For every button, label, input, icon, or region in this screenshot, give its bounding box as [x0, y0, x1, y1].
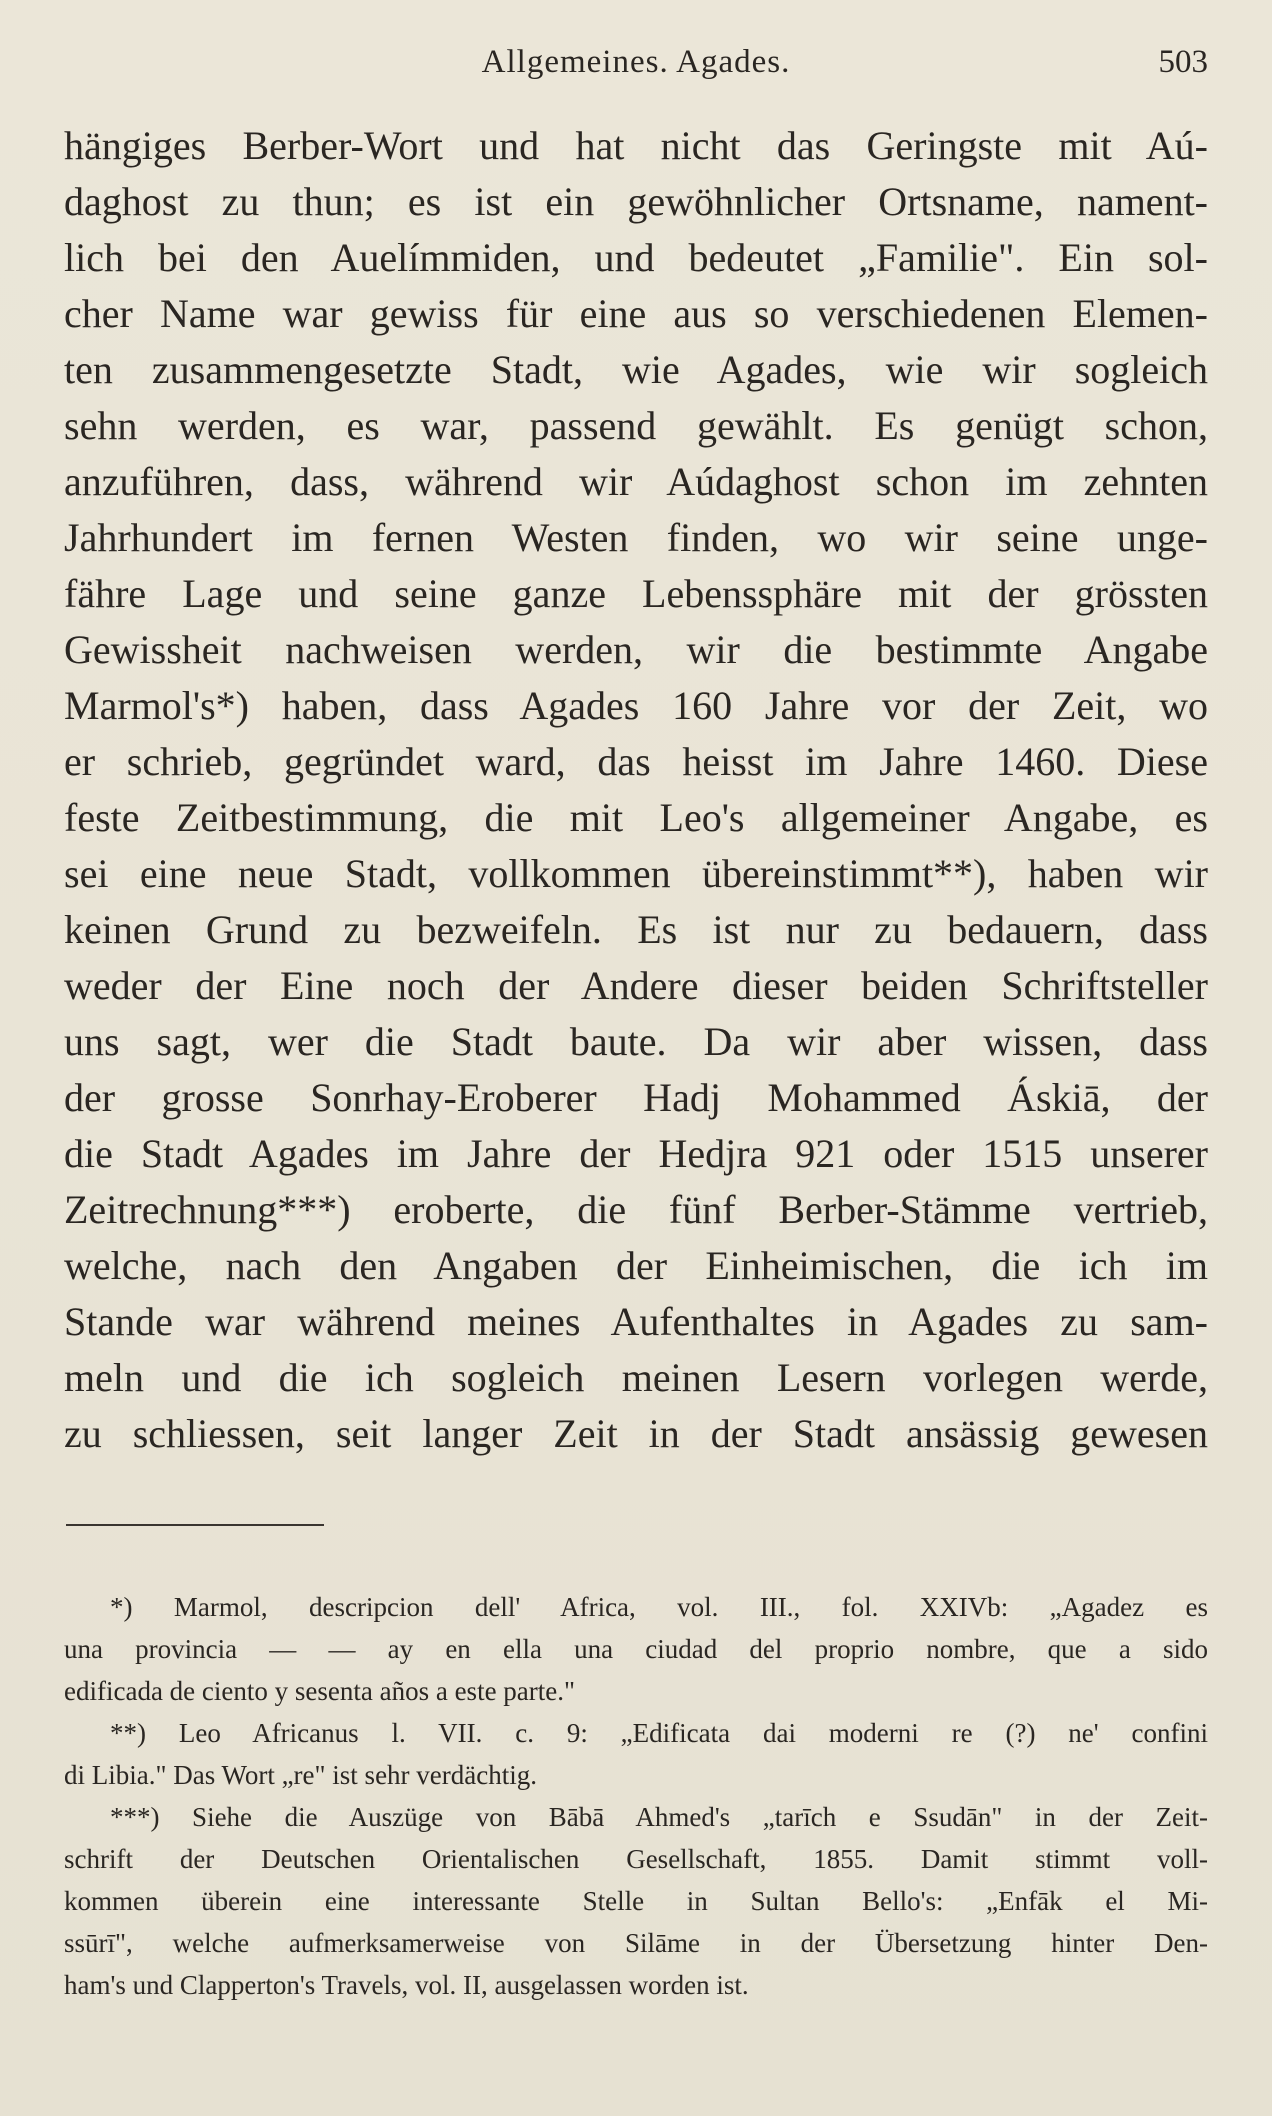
text-line: keinen Grund zu bezweifeln. Es ist nur zu bedauern, dass [64, 907, 1208, 952]
text-line: die Stadt Agades im Jahre der Hedjra 921 oder 1515 unserer [64, 1131, 1208, 1176]
text-line: sehn werden, es war, passend gewählt. Es genügt schon, [64, 403, 1208, 448]
text-line: welche, nach den Angaben der Einheimischen, die ich im [64, 1243, 1208, 1288]
text-line: weder der Eine noch der Andere dieser beiden Schriftsteller [64, 963, 1208, 1008]
text-line: meln und die ich sogleich meinen Lesern vorlegen werde, [64, 1355, 1208, 1400]
text-line: cher Name war gewiss für eine aus so verschiedenen Elemen- [64, 291, 1208, 336]
text-line: Gewissheit nachweisen werden, wir die bestimmte Angabe [64, 627, 1208, 672]
text-line: anzuführen, dass, während wir Aúdaghost schon im zehnten [64, 459, 1208, 504]
footnote-rule [66, 1524, 324, 1526]
footnotes [64, 1586, 1208, 2006]
text-line: sei eine neue Stadt, vollkommen übereinstimmt**), haben wir [64, 851, 1208, 896]
text-line: Stande war während meines Aufenthaltes in Agades zu sam- [64, 1299, 1208, 1344]
text-line: ten zusammengesetzte Stadt, wie Agades, wie wir sogleich [64, 347, 1208, 392]
footnote-line: ssūrī", welche aufmerksamerweise von Silāme in der Übersetzung hinter Den- [64, 1928, 1208, 1958]
footnote-line: kommen überein eine interessante Stelle in Sultan Bello's: „Enfāk el Mi- [64, 1886, 1208, 1916]
text-line: uns sagt, wer die Stadt baute. Da wir aber wissen, dass [64, 1019, 1208, 1064]
text-line: Zeitrechnung***) eroberte, die fünf Berber-Stämme vertrieb, [64, 1187, 1208, 1232]
footnote-line: di Libia." Das Wort „re" ist sehr verdächtig. [64, 1760, 537, 1790]
footnote-line: edificada de ciento y sesenta años a este parte." [64, 1676, 576, 1706]
text-line: er schrieb, gegründet ward, das heisst im Jahre 1460. Diese [64, 739, 1208, 784]
footnote-line: *) Marmol, descripcion dell' Africa, vol. III., fol. XXIVb: „Agadez es [110, 1592, 1208, 1622]
text-line: fähre Lage und seine ganze Lebenssphäre mit der grössten [64, 571, 1208, 616]
footnote-line: schrift der Deutschen Orientalischen Gesellschaft, 1855. Damit stimmt voll- [64, 1844, 1208, 1874]
footnote-line: ***) Siehe die Auszüge von Bābā Ahmed's „tarīch e Ssudān" in der Zeit- [110, 1802, 1208, 1832]
text-line: Marmol's*) haben, dass Agades 160 Jahre vor der Zeit, wo [64, 683, 1208, 728]
page-number: 503 [1158, 44, 1208, 80]
footnote-line: ham's und Clapperton's Travels, vol. II, ausgelassen worden ist. [64, 1970, 749, 2000]
running-head [0, 40, 1272, 90]
text-line: daghost zu thun; es ist ein gewöhnlicher Ortsname, nament- [64, 179, 1208, 224]
footnote-line: una provincia — — ay en ella una ciudad del proprio nombre, que a sido [64, 1634, 1208, 1664]
running-title: Allgemeines. Agades. [481, 44, 791, 80]
text-line: der grosse Sonrhay-Eroberer Hadj Mohammed Áskiā, der [64, 1075, 1208, 1120]
text-line: hängiges Berber-Wort und hat nicht das Geringste mit Aú- [64, 123, 1208, 168]
text-line: zu schliessen, seit langer Zeit in der Stadt ansässig gewesen [64, 1411, 1208, 1456]
text-line: lich bei den Auelímmiden, und bedeutet „Familie". Ein sol- [64, 235, 1208, 280]
text-line: Jahrhundert im fernen Westen finden, wo wir seine unge- [64, 515, 1208, 560]
text-line: feste Zeitbestimmung, die mit Leo's allgemeiner Angabe, es [64, 795, 1208, 840]
body-text [64, 118, 1208, 1462]
footnote-line: **) Leo Africanus l. VII. c. 9: „Edificata dai moderni re (?) ne' confini [110, 1718, 1208, 1748]
